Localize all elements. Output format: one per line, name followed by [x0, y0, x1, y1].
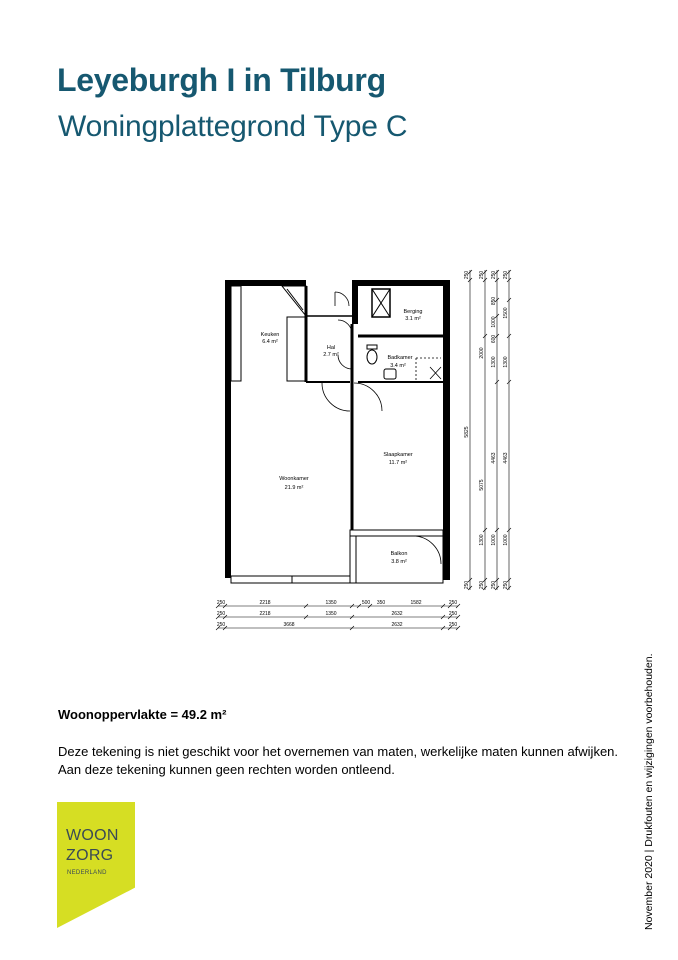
dim-r3-2: 1000 — [491, 316, 497, 328]
room-woonkamer-name: Woonkamer — [279, 476, 309, 482]
dim-r4-5: 250 — [503, 580, 509, 590]
room-hal-area: 2.7 m² — [323, 352, 339, 358]
side-note: November 2020 | Drukfouten en wijzigingen voorbehouden. — [643, 653, 655, 930]
wall-top-right — [352, 280, 450, 286]
disclaimer-text: Deze tekening is niet geschikt voor het overnemen van maten, werkelijke maten kunnen afwijken. Aan deze tekening kunnen geen rechten worden ontleend. — [58, 744, 619, 777]
page-title: Leyeburgh I in Tilburg — [57, 62, 386, 98]
dim-b1-3: 500 — [361, 600, 371, 606]
dim-b1-1: 2218 — [259, 600, 271, 606]
dim-r3-0: 250 — [491, 270, 497, 280]
dim-b2-2: 1350 — [325, 611, 337, 617]
dim-b2-4: 250 — [448, 611, 458, 617]
dim-b2-3: 2632 — [391, 611, 403, 617]
logo-line3: NEDERLAND — [67, 870, 107, 876]
dim-r4-2: 1300 — [503, 356, 509, 368]
dim-b3-3: 250 — [448, 622, 458, 628]
dim-r1-1: 5825 — [464, 426, 470, 438]
wall-left — [225, 280, 306, 578]
dim-b2-0: 250 — [216, 611, 226, 617]
room-keuken-name: Keuken — [260, 332, 280, 338]
room-keuken-area: 6.4 m² — [262, 339, 278, 345]
room-balkon-area: 3.8 m² — [391, 559, 407, 565]
dim-b1-0: 250 — [216, 600, 226, 606]
window-living — [231, 576, 350, 583]
room-berging-name: Berging — [403, 309, 423, 315]
woonzorg-logo — [57, 802, 135, 928]
room-hal-name: Hal — [326, 345, 336, 351]
page-subtitle: Woningplattegrond Type C — [58, 110, 408, 143]
dim-b2-1: 2218 — [259, 611, 271, 617]
dim-r3-7: 250 — [491, 580, 497, 590]
dim-r2-0: 250 — [479, 270, 485, 280]
wall-stub — [352, 280, 358, 324]
logo-line1: WOON — [66, 827, 119, 844]
dim-r4-1: 1500 — [503, 307, 509, 319]
living-area-total: Woonoppervlakte = 49.2 m² — [58, 707, 227, 722]
dim-r2-3: 1300 — [479, 534, 485, 546]
room-slaapkamer-name: Slaapkamer — [383, 452, 413, 458]
dim-b3-0: 250 — [216, 622, 226, 628]
dim-b1-5: 1582 — [410, 600, 422, 606]
room-badkamer-name: Badkamer — [387, 355, 413, 361]
room-berging-area: 3.1 m² — [405, 316, 421, 322]
room-woonkamer-area: 21.9 m² — [284, 485, 304, 491]
dim-b3-1: 3668 — [283, 622, 295, 628]
dim-r3-4: 1300 — [491, 356, 497, 368]
dim-r3-5: 4463 — [491, 452, 497, 464]
dim-r2-4: 250 — [479, 580, 485, 590]
wall-right — [443, 280, 450, 580]
logo-shape — [57, 802, 135, 928]
dim-r1-2: 250 — [464, 580, 470, 590]
room-badkamer-area: 3.4 m² — [390, 363, 406, 369]
dim-b1-6: 250 — [448, 600, 458, 606]
dim-r2-1: 2000 — [479, 347, 485, 359]
dim-r4-3: 4463 — [503, 452, 509, 464]
room-slaapkamer-area: 11.7 m² — [388, 460, 408, 466]
dim-b3-2: 2632 — [391, 622, 403, 628]
logo-line2: ZORG — [66, 847, 114, 864]
dim-b1-4: 350 — [376, 600, 386, 606]
dim-r3-6: 1000 — [491, 534, 497, 546]
dim-r2-2: 5075 — [479, 479, 485, 491]
dim-r3-3: 600 — [491, 334, 497, 344]
dim-b1-2: 1350 — [325, 600, 337, 606]
dim-r4-0: 250 — [503, 270, 509, 280]
dim-r3-1: 850 — [491, 296, 497, 306]
dim-r1-0: 250 — [464, 270, 470, 280]
room-balkon-name: Balkon — [390, 551, 408, 557]
dim-r4-4: 1000 — [503, 534, 509, 546]
